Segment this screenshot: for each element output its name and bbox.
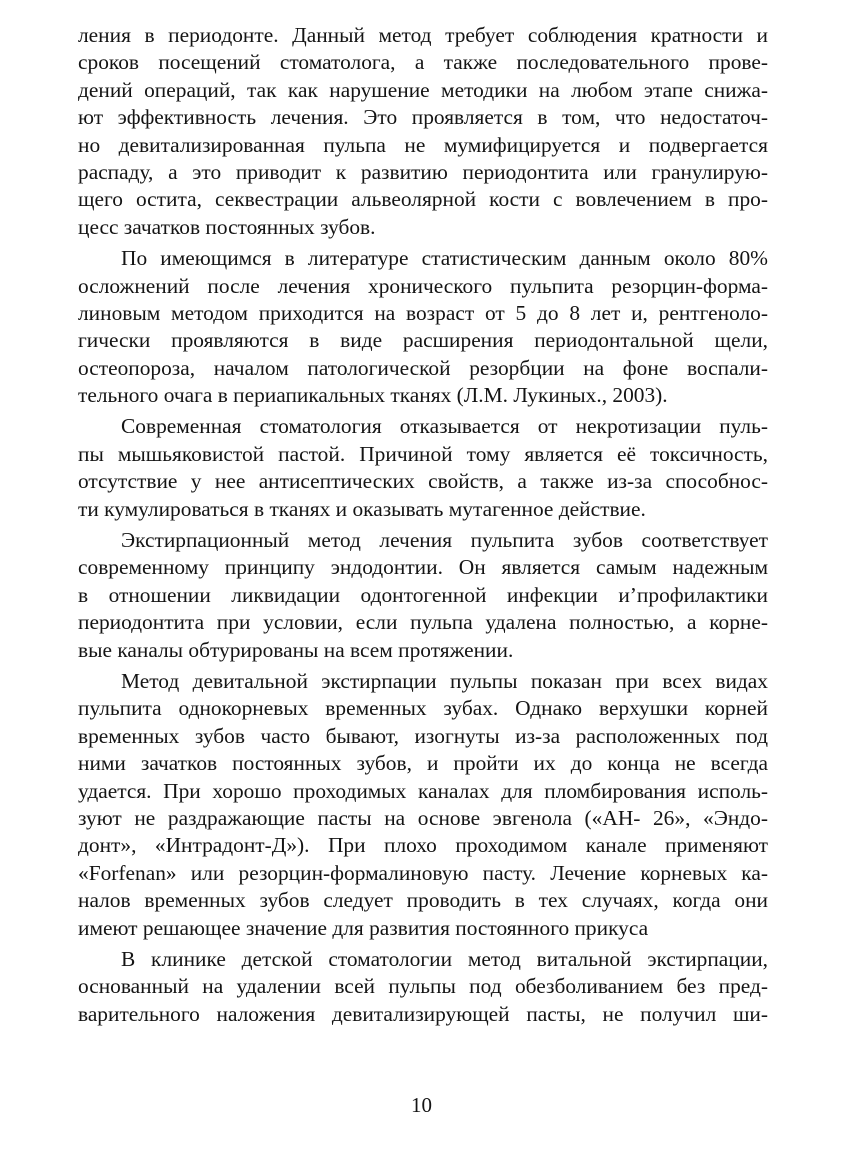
paragraph bbox=[78, 668, 768, 942]
text-line: налов временных зубов следует проводить в тех случаях, когда они bbox=[78, 888, 768, 913]
text-line: Метод девитальной экстирпации пульпы показан при всех видах bbox=[121, 668, 768, 693]
text-line: варительного наложения девитализирующей пасты, не получил ши- bbox=[78, 1001, 768, 1026]
text-line: донт», «Интрадонт-Д»). При плохо проходимом канале применяют bbox=[78, 833, 768, 858]
text-line: вые каналы обтурированы на всем протяжении. bbox=[78, 637, 514, 662]
text-line: ления в периодонте. Данный метод требует соблюдения кратности и bbox=[78, 23, 768, 47]
text-line: Современная стоматология отказывается от некротизации пуль- bbox=[121, 414, 768, 439]
text-line: ти кумулироваться в тканях и оказывать мутагенное действие. bbox=[78, 496, 646, 521]
text-line: удается. При хорошо проходимых каналах для пломбирования исполь- bbox=[78, 778, 768, 803]
text-line: основанный на удалении всей пульпы под обезболиванием без пред- bbox=[78, 974, 768, 999]
text-line: Экстирпационный метод лечения пульпита зубов соответствует bbox=[121, 528, 768, 553]
text-line: дений операций, так как нарушение методики на любом этапе снижа- bbox=[78, 77, 768, 102]
text-line: «Forfenan» или резорцин-формалиновую пасту. Лечение корневых ка- bbox=[78, 860, 768, 885]
text-line: По имеющимся в литературе статистическим данным около 80% bbox=[121, 246, 768, 271]
paragraph bbox=[78, 245, 768, 409]
text-line: В клинике детской стоматологии метод витальной экстирпации, bbox=[121, 946, 768, 971]
text-line: современному принципу эндодонтии. Он является самым надежным bbox=[78, 555, 768, 580]
text-line: пульпита однокорневых временных зубах. Однако верхушки корней bbox=[78, 696, 768, 721]
text-line: зуют не раздражающие пасты на основе эвгенола («АН- 26», «Эндо- bbox=[78, 805, 768, 830]
text-line: ними зачатков постоянных зубов, и пройти их до конца не всегда bbox=[78, 751, 768, 776]
text-line: в отношении ликвидации одонтогенной инфекции и’профилактики bbox=[78, 582, 768, 607]
body-text bbox=[78, 22, 768, 1032]
text-line: сроков посещений стоматолога, а также последовательного прове- bbox=[78, 50, 768, 75]
text-line: тельного очага в периапикальных тканях (Л.М. Лукиных., 2003). bbox=[78, 383, 668, 408]
text-line: но девитализированная пульпа не мумифицируется и подвергается bbox=[78, 132, 768, 157]
text-line: линовым методом приходится на возраст от 5 до 8 лет и, рентгеноло- bbox=[78, 300, 768, 325]
text-line: цесс зачатков постоянных зубов. bbox=[78, 214, 376, 239]
text-line: остеопороза, началом патологической резорбции на фоне воспали- bbox=[78, 355, 768, 380]
text-line: ют эффективность лечения. Это проявляется в том, что недостаточ- bbox=[78, 105, 768, 130]
text-line: временных зубов часто бывают, изогнуты из-за расположенных под bbox=[78, 723, 768, 748]
paragraph bbox=[78, 946, 768, 1028]
page-number: 10 bbox=[411, 1093, 432, 1117]
text-line: распаду, а это приводит к развитию периодонтита или гранулирую- bbox=[78, 159, 768, 184]
paragraph bbox=[78, 22, 768, 241]
text-line: осложнений после лечения хронического пульпита резорцин-форма- bbox=[78, 273, 768, 298]
text-line: щего остита, секвестрации альвеолярной кости с вовлечением в про- bbox=[78, 187, 768, 212]
text-line: пы мышьяковистой пастой. Причиной тому является её токсичность, bbox=[78, 441, 768, 466]
paragraph bbox=[78, 413, 768, 523]
text-line: имеют решающее значение для развития постоянного прикуса bbox=[78, 915, 649, 940]
text-line: периодонтита при условии, если пульпа удалена полностью, а корне- bbox=[78, 610, 768, 635]
text-line: отсутствие у нее антисептических свойств, а также из-за способнос- bbox=[78, 469, 768, 494]
paragraph bbox=[78, 527, 768, 664]
text-line: гически проявляются в виде расширения периодонтальной щели, bbox=[78, 328, 768, 353]
